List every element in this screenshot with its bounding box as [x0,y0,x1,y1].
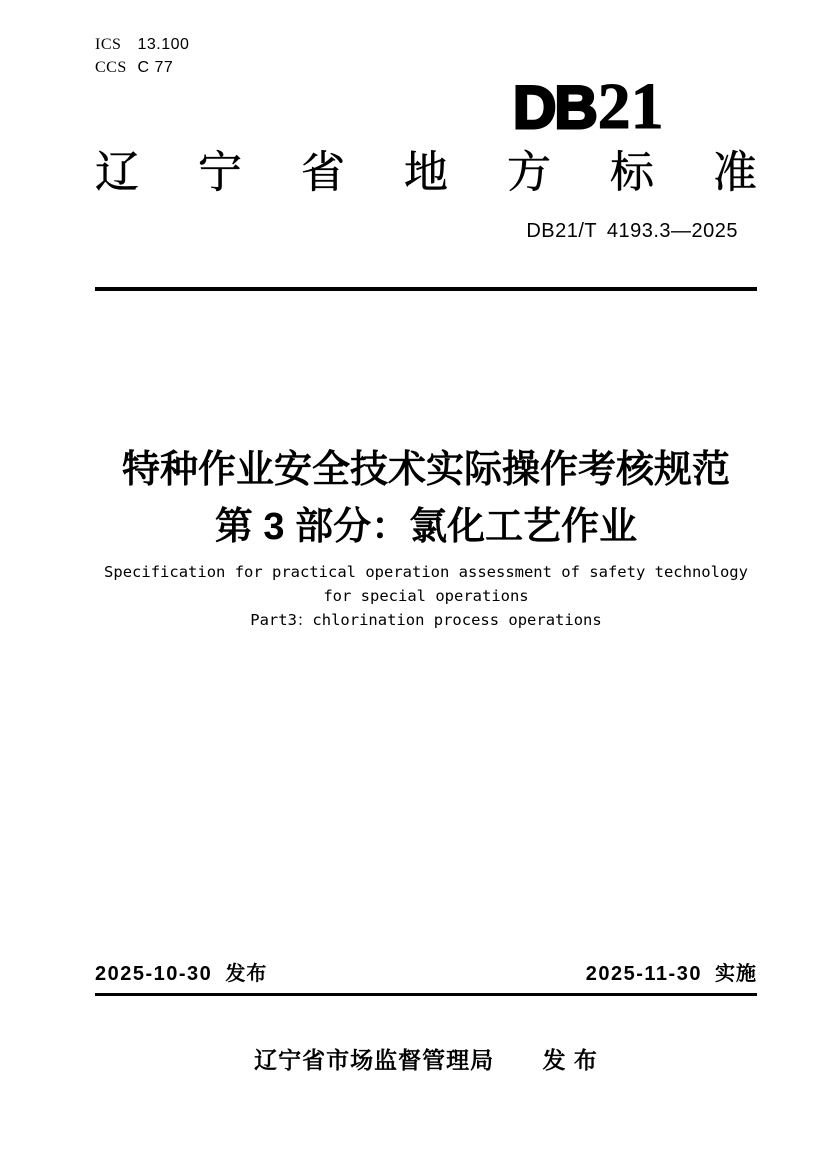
english-title [95,560,757,632]
province-standard-char: 标 [610,148,654,197]
ics-label: ICS [95,36,122,53]
province-standard-char: 宁 [198,148,242,197]
db21-logo [513,70,664,143]
province-standard-char: 准 [713,148,757,197]
title-line-2: 第 3 部分：氯化工艺作业 [214,506,638,548]
issue-date-value: 2025-10-30 [95,963,213,985]
issue-date-label: 发布 [225,963,268,985]
implement-date-label: 实施 [715,963,757,985]
db21-logo-number: 21 [597,70,664,143]
standard-number: DB21/T 4193.3—2025 [526,220,738,242]
publisher-line [95,1045,757,1075]
dates-row [95,961,757,987]
english-title-line-3: Part3：chlorination process operations [250,611,602,629]
english-title-line-1: Specification for practical operation assessment of safety technology [104,563,748,581]
province-standard-char: 省 [301,148,345,197]
province-standard-heading [95,148,757,199]
implement-date [586,961,757,987]
title-line-1: 特种作业安全技术实际操作考核规范 [121,449,730,491]
issue-date [95,961,267,987]
header-rule [95,287,757,291]
publisher-name: 辽宁省市场监督管理局 [254,1047,495,1073]
english-title-line-2: for special operations [323,587,529,605]
province-standard-char: 地 [404,148,448,197]
province-standard-char: 辽 [95,148,139,197]
ccs-value: C 77 [137,59,174,76]
standard-title [95,442,757,556]
ccs-line [95,56,189,79]
province-standard-char: 方 [507,148,551,197]
footer-rule [95,993,757,996]
ccs-label: CCS [95,59,127,76]
ics-line [95,33,189,56]
implement-date-value: 2025-11-30 [585,963,702,985]
ics-ccs-block [95,33,189,79]
db21-logo-db-letters: DB [513,74,596,141]
publish-label: 发 布 [542,1047,598,1073]
ics-value: 13.100 [137,36,190,53]
